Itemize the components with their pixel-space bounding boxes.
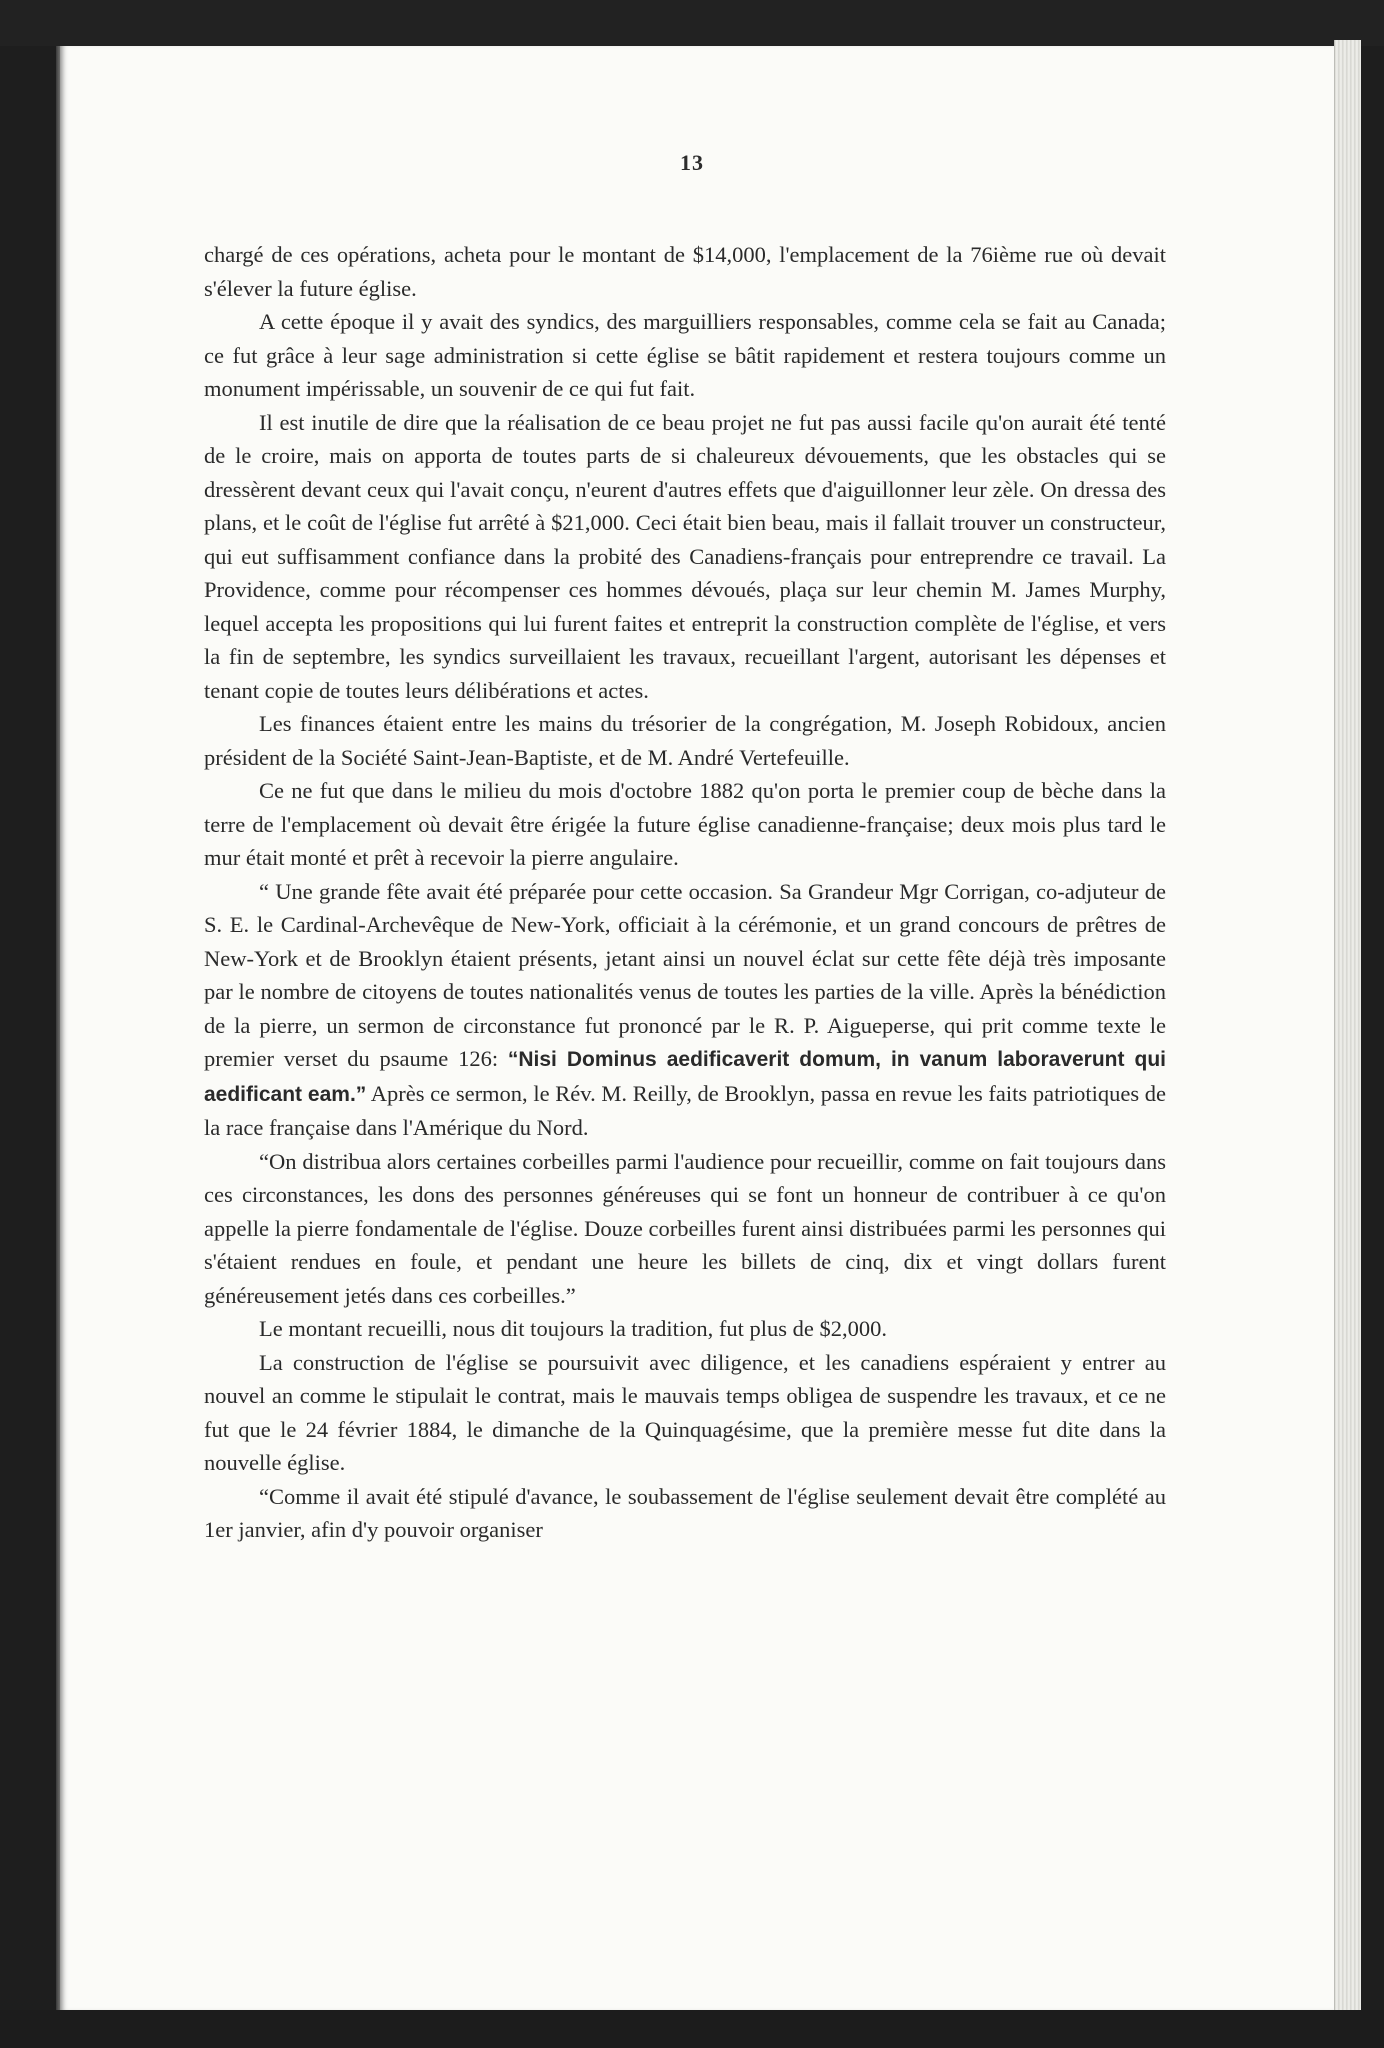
paragraph: “On distribua alors certaines corbeilles parmi l'audience pour recueillir, comme on fait toujours dans ces circonstances, les dons des personnes généreuses qui se font un honneur de contribuer à ce qu'on appelle la pierre fondamentale de l'église. Douze corbeilles furent ainsi distribuées parmi les personnes qui s'étaient rendues en foule, et pendant une heure les billets de cinq, dix et vingt dollars furent généreusement jetés dans ces corbeilles.”	[204, 1148, 1166, 1308]
paragraph: Ce ne fut que dans le milieu du mois d'octobre 1882 qu'on porta le premier coup de bèche dans la terre de l'emplacement où devait être érigée la future église canadienne-française; deux mois plus tard le mur était monté et prêt à recevoir la pierre angulaire.	[204, 778, 1166, 870]
page-stack-edge	[1334, 40, 1361, 2012]
page-number: 13	[680, 150, 704, 175]
paragraph: La construction de l'église se poursuivit avec diligence, et les canadiens espéraient y entrer au nouvel an comme le stipulait le contrat, mais le mauvais temps obligea de suspendre les travaux, et ce ne fut que le 24 février 1884, le dimanche de la Quinquagésime, que la première messe fut dite dans la nouvelle église.	[204, 1349, 1166, 1475]
paragraph: A cette époque il y avait des syndics, des marguilliers responsables, comme cela se fait au Canada; ce fut grâce à leur sage administration si cette église se bâtit rapidement et restera toujours comme un monument impérissable, un souvenir de ce qui fut fait.	[204, 309, 1166, 401]
paragraph: Le montant recueilli, nous dit toujours la tradition, fut plus de $2,000.	[259, 1316, 888, 1341]
paragraph-text: Après ce sermon, le Rév. M. Reilly, de Brooklyn, passa en revue les faits patriotiques de la race française dans l'Amérique du Nord.	[204, 1080, 1166, 1140]
scan-top-border	[0, 0, 1384, 46]
bleed-through-text	[260, 1990, 1080, 2004]
paragraph: Il est inutile de dire que la réalisation de ce beau projet ne fut pas aussi facile qu'on aurait été tenté de le croire, mais on apporta de toutes parts de si chaleureux dévouements, que les obstacles qui se dressèrent devant ceux qui l'avait conçu, n'eurent d'autres effets que d'aiguillonner leur zèle. On dressa des plans, et le coût de l'église fut arrêté à $21,000. Ceci était bien beau, mais il fallait trouver un constructeur, qui eut suffisamment confiance dans la probité des Canadiens-français pour entreprendre ce travail. La Providence, comme pour récompenser ces hommes dévoués, plaça sur leur chemin M. James Murphy, lequel accepta les propositions qui lui furent faites et entreprit la construction complète de l'église, et vers la fin de septembre, les syndics surveillaient les travaux, recueillant l'argent, autorisant les dépenses et tenant copie de toutes leurs délibérations et actes.	[204, 409, 1166, 703]
paragraph: Les finances étaient entre les mains du trésorier de la congrégation, M. Joseph Robidoux, ancien président de la Société Saint-Jean-Baptiste, et de M. André Vertefeuille.	[204, 711, 1166, 770]
paragraph-continued: chargé de ces opérations, acheta pour le montant de $14,000, l'emplacement de la 76ième rue où devait s'élever la future église.	[204, 242, 1166, 301]
paragraph-text: “ Une grande fête avait été préparée pour cette occasion. Sa Grandeur Mgr Corrigan, co-adjuteur de S. E. le Cardinal-Archevêque de New-York, officiait à la cérémonie, et un grand concours de prêtres de New-York et de Brooklyn étaient présents, jetant ainsi un nouvel éclat sur cette fête déjà très imposante par le nombre de citoyens de toutes nationalités venus de toutes les parties de la ville. Après la bénédiction de la pierre, un sermon de circonstance fut prononcé par le R. P. Aigueperse, qui prit comme texte le premier verset du psaume 126:	[204, 878, 1166, 1071]
paragraph-ceremony	[204, 875, 1166, 1145]
body-text	[204, 238, 1166, 1547]
latin-quote: “Nisi Dominus aedificaverit domum, in vanum laboraverunt qui aedificant eam.”	[204, 1048, 1166, 1106]
scan-bottom-border	[0, 2010, 1384, 2048]
paragraph: “Comme il avait été stipulé d'avance, le soubassement de l'église seulement devait être complété au 1er janvier, afin d'y pouvoir organiser	[204, 1483, 1166, 1542]
